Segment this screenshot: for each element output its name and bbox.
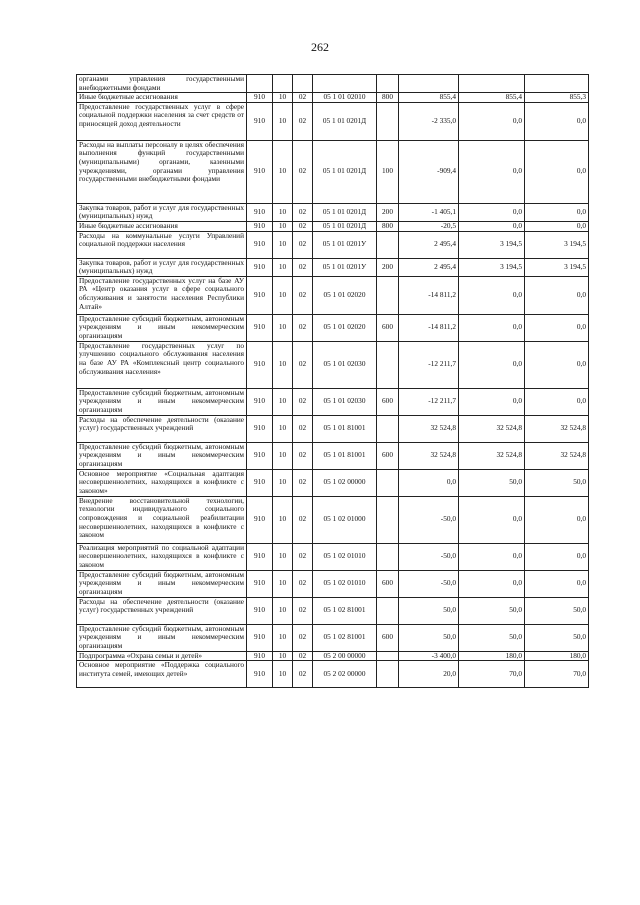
table-row: [77, 203, 589, 221]
amount-year-1: 20,0: [399, 661, 459, 688]
target-article-code: 05 1 01 02010: [313, 93, 377, 103]
ministry-code: 910: [247, 661, 273, 688]
expense-type-code: 800: [377, 221, 399, 231]
target-article-code: 05 1 02 01010: [313, 570, 377, 597]
amount-year-1: 855,4: [399, 93, 459, 103]
expense-type-code: 800: [377, 93, 399, 103]
table-row: [77, 543, 589, 570]
expense-type-code: [377, 597, 399, 624]
table-row: [77, 442, 589, 469]
row-description: Расходы на обеспечение деятельности (оказание услуг) государственных учреждений: [77, 415, 247, 442]
expense-type-code: [377, 469, 399, 496]
expense-type-code: 600: [377, 314, 399, 341]
row-description: Закупка товаров, работ и услуг для государственных (муниципальных) нужд: [77, 203, 247, 221]
subsection-code: 02: [293, 651, 313, 661]
amount-year-1: 50,0: [399, 624, 459, 651]
subsection-code: 02: [293, 314, 313, 341]
amount-year-1: -1 405,1: [399, 203, 459, 221]
subsection-code: 02: [293, 140, 313, 203]
section-code: 10: [273, 469, 293, 496]
amount-year-2: 180,0: [459, 651, 525, 661]
amount-year-1: 50,0: [399, 597, 459, 624]
section-code: 10: [273, 276, 293, 314]
table-row: [77, 314, 589, 341]
expense-type-code: 600: [377, 570, 399, 597]
section-code: 10: [273, 543, 293, 570]
row-description: Предоставление субсидий бюджетным, автономным учреждениям и иным некоммерческим организациям: [77, 624, 247, 651]
subsection-code: 02: [293, 231, 313, 258]
target-article-code: 05 1 02 00000: [313, 469, 377, 496]
subsection-code: 02: [293, 341, 313, 388]
table-row: [77, 93, 589, 103]
table-row: [77, 388, 589, 415]
row-description: Расходы на обеспечение деятельности (оказание услуг) государственных учреждений: [77, 597, 247, 624]
amount-year-3: 3 194,5: [525, 258, 589, 276]
amount-year-2: 50,0: [459, 597, 525, 624]
subsection-code: 02: [293, 624, 313, 651]
amount-year-2: 0,0: [459, 388, 525, 415]
ministry-code: 910: [247, 415, 273, 442]
section-code: 10: [273, 496, 293, 543]
expense-type-code: [377, 102, 399, 140]
subsection-code: 02: [293, 496, 313, 543]
section-code: 10: [273, 314, 293, 341]
amount-year-1: -14 811,2: [399, 314, 459, 341]
page-number: 262: [311, 40, 329, 54]
ministry-code: 910: [247, 341, 273, 388]
subsection-code: 02: [293, 276, 313, 314]
amount-year-2: 0,0: [459, 140, 525, 203]
section-code: 10: [273, 442, 293, 469]
section-code: 10: [273, 102, 293, 140]
section-code: 10: [273, 341, 293, 388]
ministry-code: 910: [247, 624, 273, 651]
amount-year-2: 0,0: [459, 276, 525, 314]
subsection-code: 02: [293, 661, 313, 688]
table-row: [77, 415, 589, 442]
row-description: Основное мероприятие «Поддержка социального института семей, имеющих детей»: [77, 661, 247, 688]
row-description: Предоставление субсидий бюджетным, автономным учреждениям и иным некоммерческим организациям: [77, 442, 247, 469]
amount-year-1: -12 211,7: [399, 388, 459, 415]
subsection-code: [293, 75, 313, 93]
expense-type-code: [377, 415, 399, 442]
ministry-code: 910: [247, 597, 273, 624]
row-description: Предоставление государственных услуг в сфере социальной поддержки населения за счет средств от приносящей доход деятельности: [77, 102, 247, 140]
row-description: Предоставление субсидий бюджетным, автономным учреждениям и иным некоммерческим организациям: [77, 570, 247, 597]
row-description: Внедрение восстановительной технологии, технологии индивидуального социального сопровождения и социальной реабилитации несовершеннолетних, находящихся в конфликте с законом: [77, 496, 247, 543]
amount-year-1: -50,0: [399, 570, 459, 597]
amount-year-3: 0,0: [525, 388, 589, 415]
section-code: 10: [273, 93, 293, 103]
row-description: Предоставление субсидий бюджетным, автономным учреждениям и иным некоммерческим организациям: [77, 314, 247, 341]
ministry-code: 910: [247, 388, 273, 415]
subsection-code: 02: [293, 388, 313, 415]
amount-year-3: 855,3: [525, 93, 589, 103]
ministry-code: 910: [247, 231, 273, 258]
target-article-code: 05 1 01 02020: [313, 314, 377, 341]
amount-year-2: 0,0: [459, 570, 525, 597]
target-article-code: 05 1 01 0201Д: [313, 102, 377, 140]
table-row: [77, 624, 589, 651]
target-article-code: 05 1 02 81001: [313, 624, 377, 651]
table-row: [77, 469, 589, 496]
amount-year-3: 32 524,8: [525, 415, 589, 442]
amount-year-3: 0,0: [525, 276, 589, 314]
row-description: Закупка товаров, работ и услуг для государственных (муниципальных) нужд: [77, 258, 247, 276]
expense-type-code: 100: [377, 140, 399, 203]
target-article-code: 05 1 02 01010: [313, 543, 377, 570]
amount-year-2: 0,0: [459, 221, 525, 231]
table-row: [77, 221, 589, 231]
target-article-code: 05 2 02 00000: [313, 661, 377, 688]
amount-year-1: -50,0: [399, 543, 459, 570]
row-description: Подпрограмма «Охрана семьи и детей»: [77, 651, 247, 661]
subsection-code: 02: [293, 570, 313, 597]
expense-type-code: [377, 661, 399, 688]
amount-year-3: 50,0: [525, 624, 589, 651]
subsection-code: 02: [293, 93, 313, 103]
section-code: 10: [273, 597, 293, 624]
table-row: [77, 651, 589, 661]
amount-year-1: -909,4: [399, 140, 459, 203]
amount-year-1: [399, 75, 459, 93]
section-code: 10: [273, 415, 293, 442]
amount-year-1: -3 400,0: [399, 651, 459, 661]
expense-type-code: [377, 651, 399, 661]
subsection-code: 02: [293, 258, 313, 276]
row-description: Основное мероприятие «Социальная адаптация несовершеннолетних, находящихся в конфликте с законом»: [77, 469, 247, 496]
amount-year-3: 0,0: [525, 543, 589, 570]
target-article-code: 05 1 01 02030: [313, 341, 377, 388]
table-row: [77, 570, 589, 597]
subsection-code: 02: [293, 543, 313, 570]
amount-year-1: 0,0: [399, 469, 459, 496]
row-description: Предоставление государственных услуг по улучшению социального обслуживания населения на базе АУ РА «Комплексный центр социального обслуживания населения»: [77, 341, 247, 388]
expense-type-code: [377, 543, 399, 570]
table-row: [77, 341, 589, 388]
amount-year-2: 0,0: [459, 203, 525, 221]
expense-type-code: [377, 341, 399, 388]
section-code: 10: [273, 258, 293, 276]
section-code: 10: [273, 624, 293, 651]
ministry-code: 910: [247, 258, 273, 276]
amount-year-1: 32 524,8: [399, 415, 459, 442]
amount-year-3: 3 194,5: [525, 231, 589, 258]
row-description: Иные бюджетные ассигнования: [77, 93, 247, 103]
expense-type-code: [377, 496, 399, 543]
amount-year-2: 3 194,5: [459, 231, 525, 258]
table-row: [77, 140, 589, 203]
expense-type-code: 600: [377, 442, 399, 469]
amount-year-3: 0,0: [525, 203, 589, 221]
amount-year-2: 0,0: [459, 543, 525, 570]
section-code: [273, 75, 293, 93]
target-article-code: 05 1 01 02020: [313, 276, 377, 314]
row-description: Иные бюджетные ассигнования: [77, 221, 247, 231]
amount-year-2: 855,4: [459, 93, 525, 103]
ministry-code: 910: [247, 543, 273, 570]
amount-year-1: -12 211,7: [399, 341, 459, 388]
row-description: органами управления государственными внебюджетными фондами: [77, 75, 247, 93]
amount-year-3: 0,0: [525, 221, 589, 231]
ministry-code: 910: [247, 442, 273, 469]
subsection-code: 02: [293, 442, 313, 469]
table-row: [77, 75, 589, 93]
target-article-code: 05 1 01 0201Д: [313, 140, 377, 203]
section-code: 10: [273, 661, 293, 688]
amount-year-2: [459, 75, 525, 93]
ministry-code: 910: [247, 570, 273, 597]
amount-year-2: 0,0: [459, 102, 525, 140]
amount-year-3: 0,0: [525, 314, 589, 341]
subsection-code: 02: [293, 102, 313, 140]
table-row: [77, 276, 589, 314]
amount-year-1: 2 495,4: [399, 231, 459, 258]
row-description: Предоставление государственных услуг на базе АУ РА «Центр оказания услуг в сфере социального обслуживания и занятости населения Республики Алтай»: [77, 276, 247, 314]
amount-year-3: 0,0: [525, 496, 589, 543]
section-code: 10: [273, 203, 293, 221]
amount-year-2: 50,0: [459, 469, 525, 496]
amount-year-2: 32 524,8: [459, 415, 525, 442]
target-article-code: [313, 75, 377, 93]
amount-year-2: 70,0: [459, 661, 525, 688]
section-code: 10: [273, 570, 293, 597]
table-row: [77, 102, 589, 140]
table-row: [77, 258, 589, 276]
row-description: Предоставление субсидий бюджетным, автономным учреждениям и иным некоммерческим организациям: [77, 388, 247, 415]
expense-type-code: [377, 231, 399, 258]
ministry-code: 910: [247, 102, 273, 140]
amount-year-3: 0,0: [525, 570, 589, 597]
amount-year-2: 0,0: [459, 314, 525, 341]
expense-type-code: 200: [377, 203, 399, 221]
amount-year-2: 0,0: [459, 496, 525, 543]
target-article-code: 05 1 01 81001: [313, 442, 377, 469]
row-description: Расходы на коммунальные услуги Управлений социальной поддержки населения: [77, 231, 247, 258]
expense-type-code: [377, 75, 399, 93]
amount-year-3: 0,0: [525, 102, 589, 140]
amount-year-3: 32 524,8: [525, 442, 589, 469]
row-description: Расходы на выплаты персоналу в целях обеспечения выполнения функций государственными (муниципальными) органами, казенными учреждениями, органами управления государственными внебюджетными фондами: [77, 140, 247, 203]
amount-year-3: 0,0: [525, 140, 589, 203]
ministry-code: [247, 75, 273, 93]
expense-type-code: 600: [377, 624, 399, 651]
amount-year-3: 0,0: [525, 341, 589, 388]
target-article-code: 05 1 01 02030: [313, 388, 377, 415]
amount-year-1: -20,5: [399, 221, 459, 231]
ministry-code: 910: [247, 93, 273, 103]
expense-type-code: 200: [377, 258, 399, 276]
ministry-code: 910: [247, 140, 273, 203]
ministry-code: 910: [247, 221, 273, 231]
subsection-code: 02: [293, 415, 313, 442]
amount-year-2: 32 524,8: [459, 442, 525, 469]
target-article-code: 05 1 01 0201Д: [313, 203, 377, 221]
amount-year-3: 50,0: [525, 469, 589, 496]
subsection-code: 02: [293, 203, 313, 221]
ministry-code: 910: [247, 496, 273, 543]
budget-table: [76, 74, 589, 688]
expense-type-code: 600: [377, 388, 399, 415]
budget-table-body: [77, 75, 589, 688]
target-article-code: 05 1 02 01000: [313, 496, 377, 543]
target-article-code: 05 1 01 0201У: [313, 231, 377, 258]
target-article-code: 05 1 01 0201У: [313, 258, 377, 276]
ministry-code: 910: [247, 651, 273, 661]
table-row: [77, 661, 589, 688]
row-description: Реализация мероприятий по социальной адаптации несовершеннолетних, находящихся в конфликте с законом: [77, 543, 247, 570]
target-article-code: 05 1 02 81001: [313, 597, 377, 624]
table-row: [77, 496, 589, 543]
section-code: 10: [273, 388, 293, 415]
target-article-code: 05 2 00 00000: [313, 651, 377, 661]
subsection-code: 02: [293, 469, 313, 496]
amount-year-3: 180,0: [525, 651, 589, 661]
amount-year-3: [525, 75, 589, 93]
amount-year-2: 50,0: [459, 624, 525, 651]
amount-year-2: 3 194,5: [459, 258, 525, 276]
table-row: [77, 231, 589, 258]
section-code: 10: [273, 231, 293, 258]
amount-year-1: 32 524,8: [399, 442, 459, 469]
expense-type-code: [377, 276, 399, 314]
amount-year-2: 0,0: [459, 341, 525, 388]
amount-year-3: 50,0: [525, 597, 589, 624]
ministry-code: 910: [247, 276, 273, 314]
subsection-code: 02: [293, 597, 313, 624]
subsection-code: 02: [293, 221, 313, 231]
table-row: [77, 597, 589, 624]
ministry-code: 910: [247, 314, 273, 341]
ministry-code: 910: [247, 469, 273, 496]
section-code: 10: [273, 140, 293, 203]
ministry-code: 910: [247, 203, 273, 221]
amount-year-1: -50,0: [399, 496, 459, 543]
target-article-code: 05 1 01 0201Д: [313, 221, 377, 231]
amount-year-3: 70,0: [525, 661, 589, 688]
amount-year-1: -2 335,0: [399, 102, 459, 140]
amount-year-1: -14 811,2: [399, 276, 459, 314]
target-article-code: 05 1 01 81001: [313, 415, 377, 442]
amount-year-1: 2 495,4: [399, 258, 459, 276]
section-code: 10: [273, 651, 293, 661]
section-code: 10: [273, 221, 293, 231]
